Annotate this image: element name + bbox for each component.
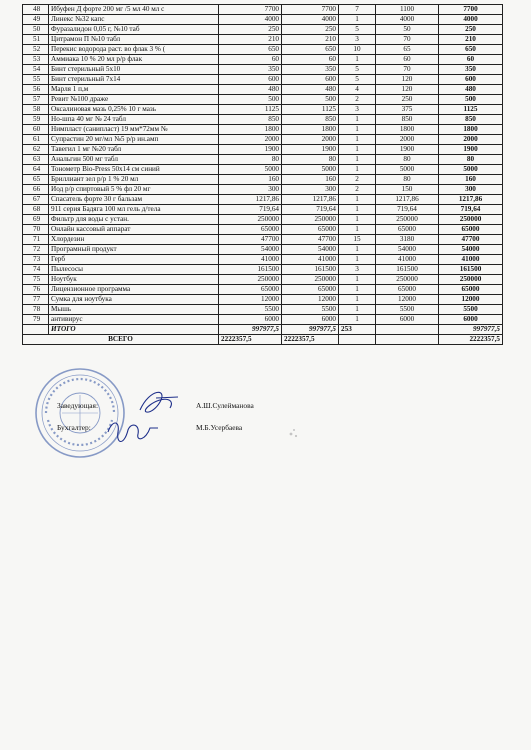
quantity: 2	[339, 95, 376, 105]
price-2: 60	[282, 55, 339, 65]
row-number: 73	[23, 255, 49, 265]
item-name: Герб	[49, 255, 219, 265]
price-2: 250000	[282, 215, 339, 225]
item-name: Мышь	[49, 305, 219, 315]
row-total: 250000	[439, 215, 503, 225]
unit-price: 80	[376, 155, 439, 165]
price-2: 6000	[282, 315, 339, 325]
price-1: 600	[219, 75, 282, 85]
table-row	[23, 315, 503, 325]
head-signature-stroke	[140, 392, 178, 412]
row-total: 65000	[439, 225, 503, 235]
item-name: Бинт стерильный 5х10	[49, 65, 219, 75]
price-1: 6000	[219, 315, 282, 325]
row-number: 68	[23, 205, 49, 215]
table-row	[23, 135, 503, 145]
row-number: 52	[23, 45, 49, 55]
price-1: 1800	[219, 125, 282, 135]
item-name: Хлордезин	[49, 235, 219, 245]
price-1: 210	[219, 35, 282, 45]
accountant-label: Бухгалтер:	[57, 423, 91, 432]
unit-price: 60	[376, 55, 439, 65]
row-total: 60	[439, 55, 503, 65]
row-total: 160	[439, 175, 503, 185]
quantity: 1	[339, 285, 376, 295]
row-number: 63	[23, 155, 49, 165]
unit-price: 120	[376, 75, 439, 85]
price-1: 160	[219, 175, 282, 185]
item-name: Линекс №32 капс	[49, 15, 219, 25]
quantity: 4	[339, 85, 376, 95]
price-2: 1125	[282, 105, 339, 115]
item-name: Иод р/р спиртовый 5 % фл 20 мг	[49, 185, 219, 195]
price-2: 500	[282, 95, 339, 105]
price-2: 47700	[282, 235, 339, 245]
quantity: 1	[339, 155, 376, 165]
table-row	[23, 245, 503, 255]
unit-price: 1100	[376, 5, 439, 15]
price-1: 12000	[219, 295, 282, 305]
item-name: Цитрамон П №10 табл	[49, 35, 219, 45]
price-1: 719,64	[219, 205, 282, 215]
row-number: 50	[23, 25, 49, 35]
unit-price: 1217,86	[376, 195, 439, 205]
table-row	[23, 25, 503, 35]
itogo-row	[23, 325, 503, 335]
price-2: 65000	[282, 285, 339, 295]
unit-price: 65000	[376, 285, 439, 295]
scan-smudge-mark	[290, 429, 298, 437]
price-1: 4000	[219, 15, 282, 25]
price-1: 1900	[219, 145, 282, 155]
quantity: 5	[339, 65, 376, 75]
table-row	[23, 215, 503, 225]
vsego-empty-quantity	[339, 335, 376, 345]
item-name: Бриллиант зел р/р 1 % 20 мл	[49, 175, 219, 185]
vsego-total: 2222357,5	[439, 335, 503, 345]
table-row	[23, 75, 503, 85]
table-row	[23, 5, 503, 15]
price-2: 650	[282, 45, 339, 55]
price-1: 2000	[219, 135, 282, 145]
vsego-label: ВСЕГО	[23, 335, 219, 345]
item-name: Ревит №100 драже	[49, 95, 219, 105]
item-name: Спасатель форте 30 г бальзам	[49, 195, 219, 205]
vsego-row	[23, 335, 503, 345]
item-name: Супрастин 20 мг/мл №5 р/р ин.амп	[49, 135, 219, 145]
table-row	[23, 225, 503, 235]
table-row	[23, 205, 503, 215]
row-total: 65000	[439, 285, 503, 295]
item-name: Пылесосы	[49, 265, 219, 275]
row-number: 74	[23, 265, 49, 275]
row-number: 70	[23, 225, 49, 235]
quantity: 1	[339, 135, 376, 145]
row-total: 719,64	[439, 205, 503, 215]
table-row	[23, 115, 503, 125]
table-row	[23, 85, 503, 95]
row-total: 210	[439, 35, 503, 45]
table-row	[23, 285, 503, 295]
item-name: Марля 1 п,м	[49, 85, 219, 95]
table-row	[23, 265, 503, 275]
head-name: А.Ш.Сулейманова	[196, 401, 254, 410]
items-table	[22, 4, 503, 345]
quantity: 1	[339, 125, 376, 135]
price-2: 850	[282, 115, 339, 125]
accountant-name: М.Б.Усербаева	[196, 423, 243, 432]
price-2: 4000	[282, 15, 339, 25]
unit-price: 5000	[376, 165, 439, 175]
invoice-sheet	[22, 4, 502, 345]
row-total: 47700	[439, 235, 503, 245]
item-name: Фильтр для воды с устан.	[49, 215, 219, 225]
table-row	[23, 155, 503, 165]
unit-price: 80	[376, 175, 439, 185]
price-2: 480	[282, 85, 339, 95]
price-1: 80	[219, 155, 282, 165]
price-2: 250	[282, 25, 339, 35]
quantity: 1	[339, 165, 376, 175]
quantity: 1	[339, 205, 376, 215]
item-name: Ибуфен Д форте 200 мг /5 мл 40 мл с	[49, 5, 219, 15]
price-1: 250000	[219, 275, 282, 285]
unit-price: 250	[376, 95, 439, 105]
price-1: 161500	[219, 265, 282, 275]
item-name: антивирус	[49, 315, 219, 325]
quantity: 10	[339, 45, 376, 55]
price-1: 60	[219, 55, 282, 65]
price-2: 12000	[282, 295, 339, 305]
table-row	[23, 45, 503, 55]
unit-price: 150	[376, 185, 439, 195]
row-total: 500	[439, 95, 503, 105]
table-row	[23, 95, 503, 105]
items-table-body	[23, 5, 503, 345]
unit-price: 250000	[376, 275, 439, 285]
quantity: 3	[339, 105, 376, 115]
price-2: 1800	[282, 125, 339, 135]
row-total: 5500	[439, 305, 503, 315]
row-number: 72	[23, 245, 49, 255]
row-number: 67	[23, 195, 49, 205]
head-label: Заведующая:	[57, 401, 99, 410]
unit-price: 3180	[376, 235, 439, 245]
item-name: Бинт стерильный 7х14	[49, 75, 219, 85]
row-number: 49	[23, 15, 49, 25]
row-number: 58	[23, 105, 49, 115]
quantity: 1	[339, 15, 376, 25]
unit-price: 70	[376, 35, 439, 45]
item-name: Оксалиновая мазь 0,25% 10 г мазь	[49, 105, 219, 115]
table-row	[23, 65, 503, 75]
unit-price: 120	[376, 85, 439, 95]
unit-price: 850	[376, 115, 439, 125]
row-total: 4000	[439, 15, 503, 25]
row-number: 56	[23, 85, 49, 95]
price-1: 250	[219, 25, 282, 35]
row-number: 53	[23, 55, 49, 65]
quantity: 1	[339, 55, 376, 65]
quantity: 5	[339, 25, 376, 35]
price-1: 300	[219, 185, 282, 195]
row-total: 41000	[439, 255, 503, 265]
row-total: 250	[439, 25, 503, 35]
row-number: 55	[23, 75, 49, 85]
row-number: 79	[23, 315, 49, 325]
price-2: 350	[282, 65, 339, 75]
price-2: 5500	[282, 305, 339, 315]
row-total: 6000	[439, 315, 503, 325]
row-total: 54000	[439, 245, 503, 255]
vsego-empty-unit	[376, 335, 439, 345]
unit-price: 50	[376, 25, 439, 35]
quantity: 3	[339, 265, 376, 275]
item-name: Онлайн кассовый аппарат	[49, 225, 219, 235]
row-total: 2000	[439, 135, 503, 145]
unit-price: 250000	[376, 215, 439, 225]
item-name: Нимпласт (саниплаcт) 19 мм*72мм №	[49, 125, 219, 135]
price-2: 41000	[282, 255, 339, 265]
quantity: 1	[339, 245, 376, 255]
price-2: 210	[282, 35, 339, 45]
item-name: Фуразалидон 0,05 г, №10 таб	[49, 25, 219, 35]
itogo-price-1: 997977,5	[219, 325, 282, 335]
accountant-signature-stroke	[108, 423, 158, 442]
item-name: Тавегил 1 мг №20 табл	[49, 145, 219, 155]
price-2: 7700	[282, 5, 339, 15]
table-row	[23, 255, 503, 265]
row-number: 64	[23, 165, 49, 175]
unit-price: 719,64	[376, 205, 439, 215]
row-number: 77	[23, 295, 49, 305]
table-row	[23, 35, 503, 45]
table-row	[23, 175, 503, 185]
row-total: 161500	[439, 265, 503, 275]
row-total: 250000	[439, 275, 503, 285]
item-name: Сумка для ноутбука	[49, 295, 219, 305]
unit-price: 5500	[376, 305, 439, 315]
quantity: 1	[339, 215, 376, 225]
price-2: 5000	[282, 165, 339, 175]
row-number: 54	[23, 65, 49, 75]
itogo-quantity: 253	[339, 325, 376, 335]
quantity: 1	[339, 195, 376, 205]
quantity: 1	[339, 295, 376, 305]
row-total: 480	[439, 85, 503, 95]
item-name: 911 серия Бадяга 100 мл гель д/тела	[49, 205, 219, 215]
item-name: Перекис водорода раст. во флак 3 % (	[49, 45, 219, 55]
quantity: 1	[339, 305, 376, 315]
itogo-label: ИТОГО	[49, 325, 219, 335]
price-1: 5500	[219, 305, 282, 315]
itogo-total: 997977,5	[439, 325, 503, 335]
quantity: 1	[339, 255, 376, 265]
row-number: 51	[23, 35, 49, 45]
price-2: 1217,86	[282, 195, 339, 205]
price-1: 65000	[219, 285, 282, 295]
price-1: 1217,86	[219, 195, 282, 205]
row-total: 12000	[439, 295, 503, 305]
row-total: 1125	[439, 105, 503, 115]
quantity: 7	[339, 5, 376, 15]
price-2: 161500	[282, 265, 339, 275]
table-row	[23, 165, 503, 175]
row-number: 66	[23, 185, 49, 195]
row-total: 1900	[439, 145, 503, 155]
quantity: 3	[339, 35, 376, 45]
unit-price: 4000	[376, 15, 439, 25]
row-total: 300	[439, 185, 503, 195]
price-2: 600	[282, 75, 339, 85]
quantity: 1	[339, 145, 376, 155]
table-row	[23, 105, 503, 115]
row-total: 1800	[439, 125, 503, 135]
price-1: 47700	[219, 235, 282, 245]
row-total: 5000	[439, 165, 503, 175]
price-2: 300	[282, 185, 339, 195]
row-number: 71	[23, 235, 49, 245]
quantity: 1	[339, 315, 376, 325]
unit-price: 12000	[376, 295, 439, 305]
itogo-price-2: 997977,5	[282, 325, 339, 335]
unit-price: 6000	[376, 315, 439, 325]
table-row	[23, 185, 503, 195]
table-row	[23, 55, 503, 65]
unit-price: 54000	[376, 245, 439, 255]
item-name: Програмный продукт	[49, 245, 219, 255]
itogo-empty-num	[23, 325, 49, 335]
table-row	[23, 275, 503, 285]
price-1: 350	[219, 65, 282, 75]
table-row	[23, 195, 503, 205]
table-row	[23, 295, 503, 305]
quantity: 1	[339, 275, 376, 285]
price-2: 65000	[282, 225, 339, 235]
vsego-price-2: 2222357,5	[282, 335, 339, 345]
row-number: 62	[23, 145, 49, 155]
price-1: 650	[219, 45, 282, 55]
price-2: 2000	[282, 135, 339, 145]
item-name: Аммиака 10 % 20 мл р/р флак	[49, 55, 219, 65]
row-number: 75	[23, 275, 49, 285]
price-2: 160	[282, 175, 339, 185]
price-1: 1125	[219, 105, 282, 115]
price-2: 80	[282, 155, 339, 165]
price-1: 850	[219, 115, 282, 125]
row-total: 1217,86	[439, 195, 503, 205]
unit-price: 375	[376, 105, 439, 115]
unit-price: 70	[376, 65, 439, 75]
item-name: Ноутбук	[49, 275, 219, 285]
price-1: 480	[219, 85, 282, 95]
row-number: 78	[23, 305, 49, 315]
table-row	[23, 145, 503, 155]
table-row	[23, 125, 503, 135]
row-total: 650	[439, 45, 503, 55]
row-total: 850	[439, 115, 503, 125]
unit-price: 1900	[376, 145, 439, 155]
unit-price: 2000	[376, 135, 439, 145]
row-number: 76	[23, 285, 49, 295]
item-name: Тонометр Bio-Press 50х14 см синий	[49, 165, 219, 175]
item-name: Но-шпа 40 мг № 24 табл	[49, 115, 219, 125]
table-row	[23, 235, 503, 245]
price-1: 41000	[219, 255, 282, 265]
row-total: 350	[439, 65, 503, 75]
unit-price: 161500	[376, 265, 439, 275]
unit-price: 65	[376, 45, 439, 55]
quantity: 1	[339, 115, 376, 125]
quantity: 2	[339, 185, 376, 195]
unit-price: 41000	[376, 255, 439, 265]
unit-price: 1800	[376, 125, 439, 135]
row-number: 65	[23, 175, 49, 185]
price-1: 7700	[219, 5, 282, 15]
price-2: 719,64	[282, 205, 339, 215]
item-name: Анальгин 500 мг табл	[49, 155, 219, 165]
row-number: 59	[23, 115, 49, 125]
row-number: 48	[23, 5, 49, 15]
price-1: 500	[219, 95, 282, 105]
row-total: 7700	[439, 5, 503, 15]
row-number: 57	[23, 95, 49, 105]
price-2: 54000	[282, 245, 339, 255]
quantity: 1	[339, 225, 376, 235]
round-seal-stamp	[32, 365, 128, 461]
row-number: 60	[23, 125, 49, 135]
row-number: 69	[23, 215, 49, 225]
vsego-price-1: 2222357,5	[219, 335, 282, 345]
quantity: 15	[339, 235, 376, 245]
unit-price: 65000	[376, 225, 439, 235]
quantity: 2	[339, 175, 376, 185]
price-1: 54000	[219, 245, 282, 255]
row-total: 80	[439, 155, 503, 165]
price-1: 65000	[219, 225, 282, 235]
item-name: Лицензионное программа	[49, 285, 219, 295]
price-2: 1900	[282, 145, 339, 155]
itogo-empty-unit	[376, 325, 439, 335]
quantity: 5	[339, 75, 376, 85]
price-1: 5000	[219, 165, 282, 175]
price-1: 250000	[219, 215, 282, 225]
row-total: 600	[439, 75, 503, 85]
price-2: 250000	[282, 275, 339, 285]
row-number: 61	[23, 135, 49, 145]
table-row	[23, 15, 503, 25]
table-row	[23, 305, 503, 315]
